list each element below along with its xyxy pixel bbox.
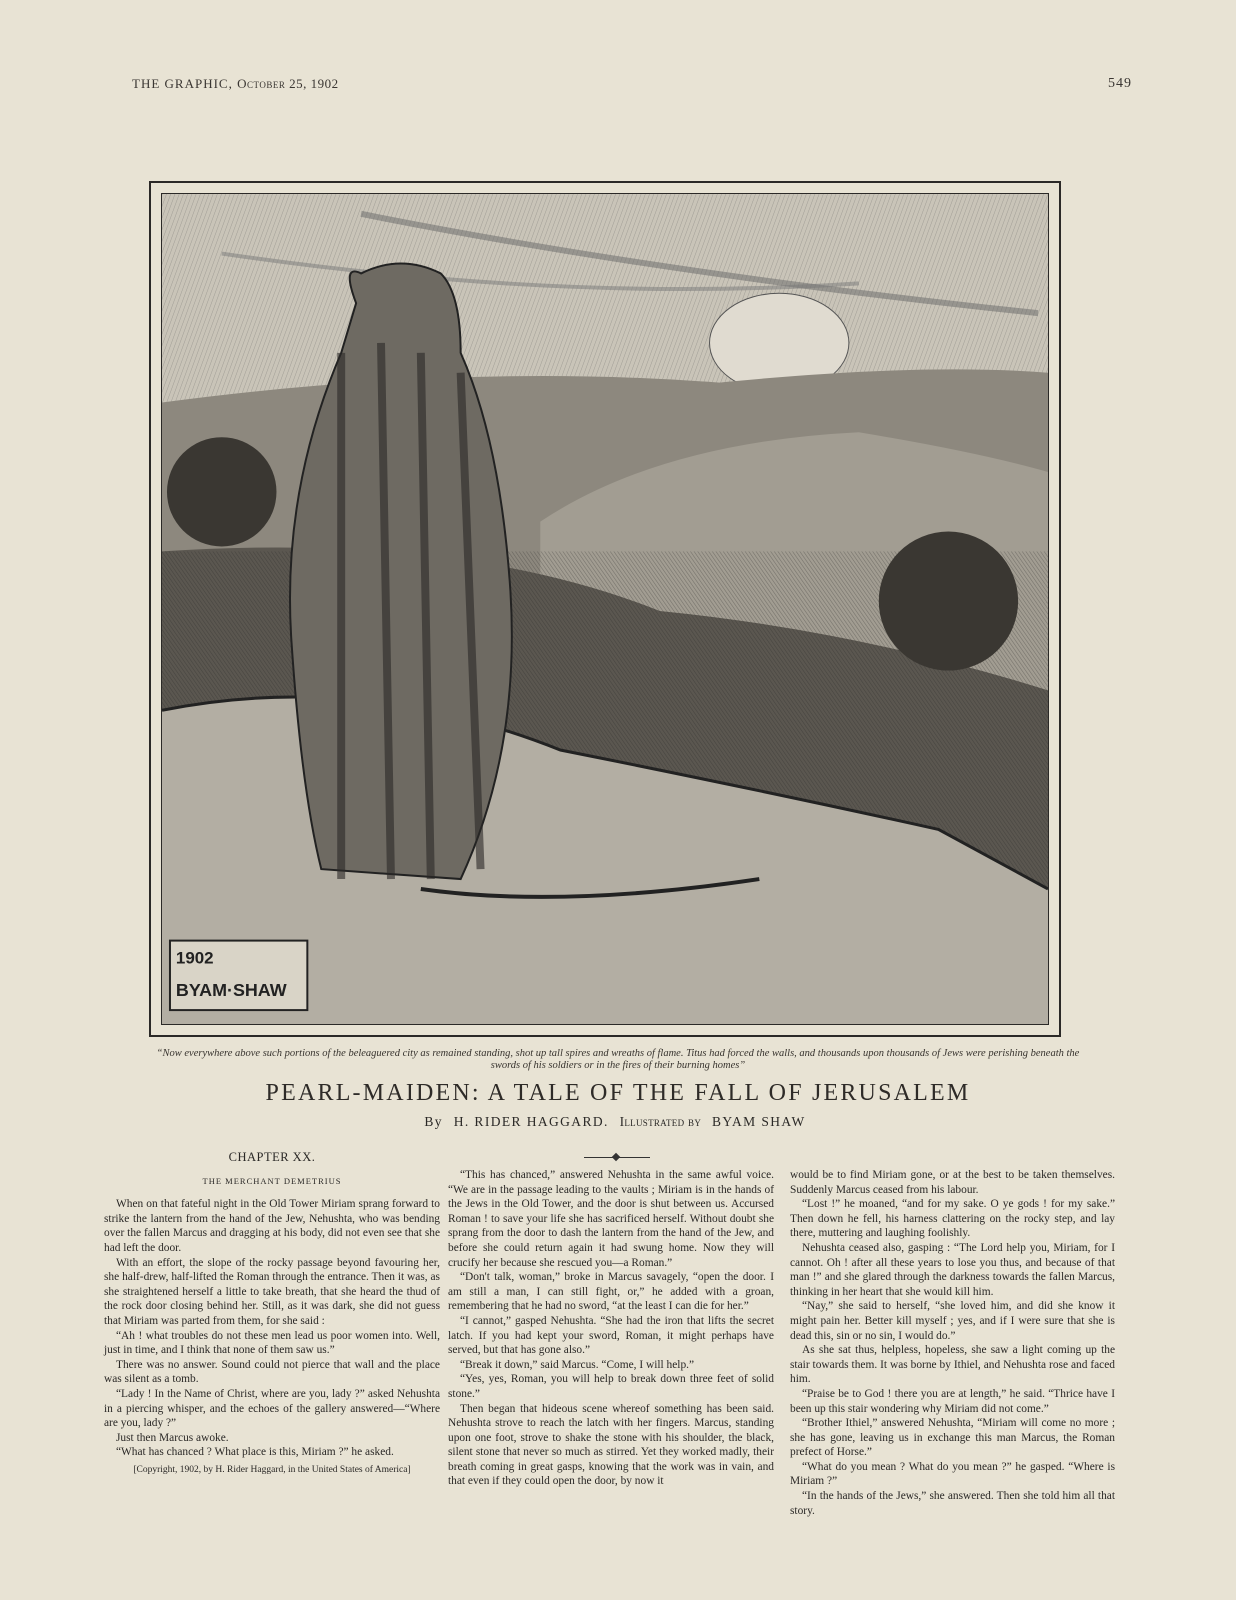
byline-by: By	[424, 1114, 443, 1129]
paragraph: As she sat thus, helpless, hopeless, she saw a light coming up the stair towards them. It was borne by Ithiel, and Nehushta rose and faced him.	[790, 1344, 1115, 1386]
paragraph: There was no answer. Sound could not pierce that wall and the place was silent as a tomb.	[104, 1358, 440, 1386]
paragraph: “Lost !” he moaned, “and for my sake. O ye gods ! for my sake.” Then down he fell, his harness clattering on the rocky step, and lay there, muttering and laughing foolishly.	[790, 1198, 1115, 1240]
text-column-3	[790, 1168, 1115, 1518]
paragraph: With an effort, the slope of the rocky passage beyond favouring her, she half-drew, half-lifted the Roman through the entrance. Then it was, as she straightened herself a little to take breath, that she heard the thud of the rock door closing behind her. Still, as it was dark, she did not guess that Miriam was parted from them, for she said :	[104, 1256, 440, 1327]
paragraph: “Break it down,” said Marcus. “Come, I will help.”	[460, 1358, 695, 1371]
chapter-title: THE MERCHANT DEMETRIUS	[202, 1175, 342, 1186]
illustrated-by-label: Illustrated by	[619, 1114, 702, 1129]
signature-year: 1902	[175, 948, 214, 968]
paragraph: “I cannot,” gasped Nehushta. “She had the iron that lifts the secret latch. If you had kept your sword, Roman, it might perhaps have served, but that has gone also.”	[448, 1314, 774, 1357]
ornamental-divider	[584, 1157, 650, 1158]
paragraph: “Lady ! In the Name of Christ, where are you, lady ?” asked Nehushta in a piercing whisper, and the echoes of the gallery answered—“Where are you, lady ?”	[104, 1387, 440, 1430]
running-header	[132, 76, 339, 92]
text-column-2	[448, 1168, 774, 1489]
page-number: 549	[1108, 76, 1132, 91]
illustration-caption: “Now everywhere above such portions of the beleaguered city as remained standing, shot up tall spires and wreaths of flame. Titus had forced the walls, and thousands upon thousands of Jews were perishing beneath the swords of his soldiers or in the fires of their burning homes”	[156, 1048, 1080, 1071]
paragraph: “Brother Ithiel,” answered Nehushta, “Miriam will come no more ; she has gone, leaving us in exchange this man Marcus, the Roman prefect of Horse.”	[790, 1417, 1115, 1459]
engraving-picture	[162, 194, 1048, 1024]
byline	[0, 1114, 1236, 1130]
illustration-engraving	[161, 193, 1049, 1025]
copyright-notice: [Copyright, 1902, by H. Rider Haggard, in the United States of America]	[133, 1464, 411, 1475]
article-title: PEARL-MAIDEN: A TALE OF THE FALL OF JERUSALEM	[265, 1080, 971, 1106]
paragraph: Then began that hideous scene whereof something has been said. Nehushta strove to reach the latch with her fingers. Marcus, standing upon one foot, strove to shake the stone with his shoulder, the black, silent stone that never so much as stirred. Yet they worked madly, their breath coming in great gasps, knowing that the work was in vain, and that even if they could open the door, by now it	[448, 1402, 774, 1488]
paragraph: “What has chanced ? What place is this, Miriam ?” he asked.	[116, 1446, 394, 1459]
paragraph: “This has chanced,” answered Nehushta in the same awful voice. “We are in the passage leading to the vaults ; Miriam is in the hands of the Jews in the Old Tower, and the door is shut between us. Accursed Roman ! to save your life she has sacrificed herself. Without doubt she sprang from the door to dash the lantern from the hand of the Jew, and before she could return again it had swung home. Now they will crucify her because she rescued you—a Roman.”	[448, 1169, 774, 1269]
paragraph: “Nay,” she said to herself, “she loved him, and did she know it might pain her. Better kill myself ; yes, and if I were sure that she is dead this, sin or no sin, I would do.”	[790, 1300, 1115, 1342]
text-column-1	[104, 1150, 440, 1477]
illustration-frame	[149, 181, 1061, 1037]
paragraph: “In the hands of the Jews,” she answered. Then she told him all that story.	[790, 1490, 1115, 1517]
paragraph: “Ah ! what troubles do not these men lead us poor women into. Well, just in time, and I think that none of them saw us.”	[104, 1329, 440, 1357]
paragraph: Nehushta ceased also, gasping : “The Lord help you, Miriam, for I cannot. Oh ! after all these years to lose you thus, and because of that man !” and she glared through the darkness towards the fallen Marcus, thinking in her heart that she would kill him.	[790, 1241, 1115, 1298]
paragraph: “Praise be to God ! there you are at length,” he said. “Thrice have I been up this stair wondering why Miriam did not come.”	[790, 1387, 1115, 1415]
paragraph: When on that fateful night in the Old Tower Miriam sprang forward to strike the lantern from the hand of the Jew, Nehushta, who was bending over the fallen Marcus and dragging at his body, did not even see that she had left the door.	[104, 1198, 440, 1254]
paragraph: Just then Marcus awoke.	[116, 1431, 229, 1444]
issue-date: October 25, 1902	[237, 76, 339, 91]
paragraph: “Don't talk, woman,” broke in Marcus savagely, “open the door. I am still a man, I can still fight, or,” he added with a groan, remembering that he had no sword, “at the least I can die for her.”	[448, 1271, 774, 1313]
illustrator-name: BYAM SHAW	[711, 1114, 806, 1129]
chapter-heading: CHAPTER XX.	[228, 1150, 316, 1164]
author-name: H. RIDER HAGGARD.	[453, 1114, 609, 1129]
publication-name: THE GRAPHIC,	[132, 76, 233, 91]
paragraph: “What do you mean ? What do you mean ?” he gasped. “Where is Miriam ?”	[790, 1460, 1115, 1488]
signature-artist: BYAM·SHAW	[175, 980, 287, 1001]
paragraph: “Yes, yes, Roman, you will help to break down three feet of solid stone.”	[448, 1373, 774, 1400]
paragraph: would be to find Miriam gone, or at the best to be taken themselves. Suddenly Marcus ceased from his labour.	[790, 1169, 1115, 1196]
